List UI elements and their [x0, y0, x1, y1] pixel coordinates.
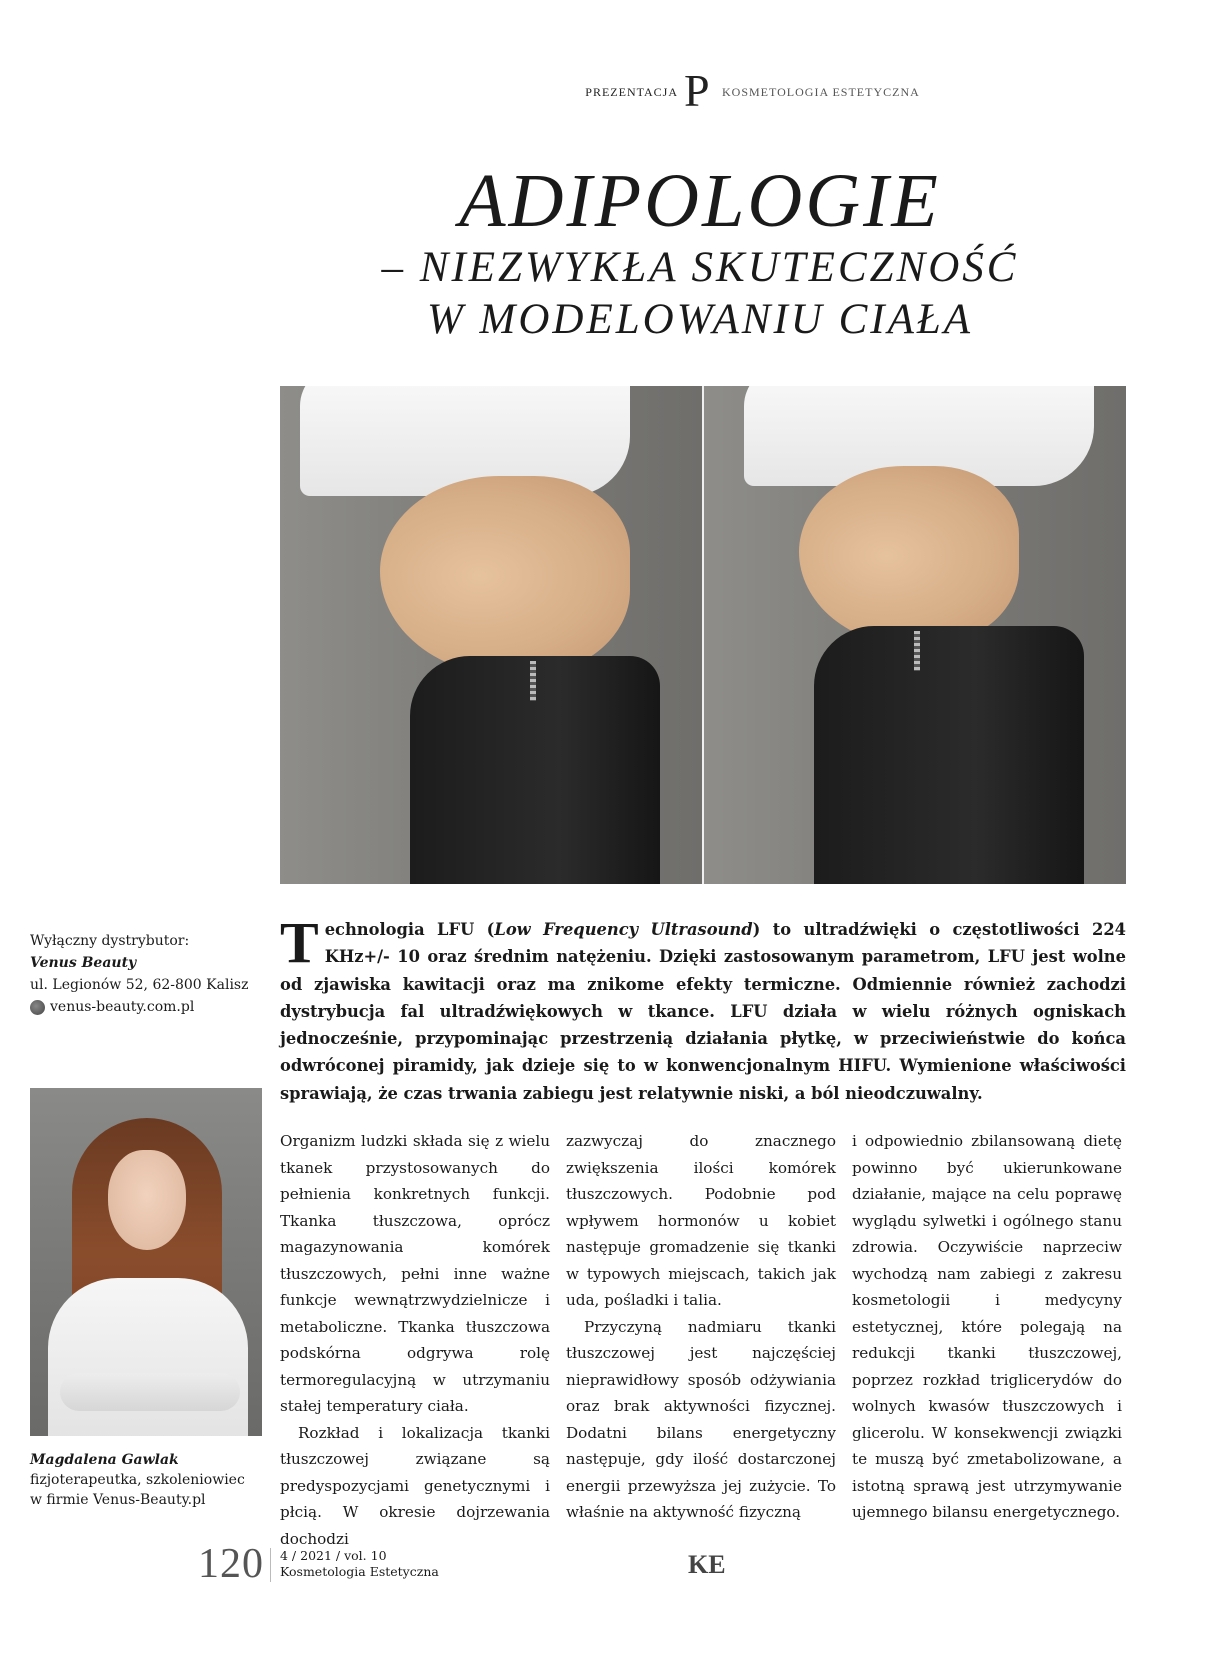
drop-cap: T [280, 910, 319, 975]
abdomen [380, 476, 630, 676]
zipper [914, 631, 920, 671]
article-title [280, 160, 1120, 346]
body-paragraph: Przyczyną nadmiaru tkanki tłuszczowej jest najczęściej nieprawidłowy sposób odżywiania oraz brak aktywności fizycznej. Dodatni bilans energetyczny następuje, gdy ilość dostarczonej energii przewyższa jej zużycie. To właśnie na aktywność fizyczną [566, 1317, 836, 1521]
body-paragraph: zazwyczaj do znacznego zwiększenia ilości komórek tłuszczowych. Podobnie pod wpływem hormonów u kobiet następuje gromadzenie się tkanki w typowych miejscach, takich jak uda, pośladki i talia. [566, 1132, 836, 1309]
author-role-line-2: w firmie Venus-Beauty.pl [30, 1492, 206, 1508]
distributor-address: ul. Legionów 52, 62-800 Kalisz [30, 977, 249, 993]
distributor-website[interactable]: venus-beauty.com.pl [50, 999, 195, 1015]
issue-number: 4 / 2021 / vol. 10 [280, 1548, 387, 1563]
body-column-3 [852, 1128, 1122, 1526]
author-caption [30, 1450, 270, 1510]
portrait-arms [60, 1373, 240, 1411]
pants [814, 626, 1084, 884]
section-letter: P [684, 65, 710, 116]
title-line-2: – NIEZWYKŁA SKUTECZNOŚĆ [381, 244, 1019, 291]
before-photo [280, 386, 702, 884]
body-column-2 [566, 1128, 836, 1526]
globe-icon [30, 1000, 45, 1015]
author-portrait [30, 1088, 262, 1436]
category-label: KOSMETOLOGIA ESTETYCZNA [722, 85, 920, 99]
distributor-info [30, 930, 270, 1018]
lead-text-1: echnologia LFU ( [324, 920, 495, 939]
magazine-logo-icon: KE [688, 1550, 726, 1579]
author-name: Magdalena Gawlak [30, 1452, 179, 1468]
before-after-photo [280, 386, 1126, 884]
issue-info [280, 1548, 439, 1580]
distributor-brand: Venus Beauty [30, 955, 137, 971]
body-column-1 [280, 1128, 550, 1552]
body-paragraph: Organizm ludzki składa się z wielu tkanek przystosowanych do pełnienia konkretnych funkcji. Tkanka tłuszczowa, oprócz magazynowania komórek tłuszczowych, pełni inne ważne funkcje wewnątrzwydzielnicze i metaboliczne. Tkanka tłuszczowa podskórna odgrywa rolę termoregulacyjną w utrzymaniu stałej temperatury ciała. [280, 1132, 550, 1415]
portrait-shirt [48, 1278, 248, 1436]
page-number: 120 [198, 1541, 264, 1587]
section-label: PREZENTACJA [585, 85, 678, 99]
lead-term: Low Frequency Ultrasound [494, 920, 753, 939]
distributor-website-row[interactable] [30, 996, 270, 1018]
zipper [530, 661, 536, 701]
author-role-line-1: fizjoterapeutka, szkoleniowiec [30, 1472, 245, 1488]
magazine-name: Kosmetologia Estetyczna [280, 1564, 439, 1579]
title-line-1: ADIPOLOGIE [459, 159, 941, 243]
body-paragraph: i odpowiednio zbilansowaną dietę powinno być ukierunkowane działanie, mające na celu poprawę wyglądu sylwetki i ogólnego stanu zdrowia. Oczywiście naprzeciw wychodzą nam zabiegi z zakresu kosmetologii i medycyny estetycznej, które polegają na redukcji tkanki tłuszczowej, poprzez rozkład triglicerydów do wolnych kwasów tłuszczowych i glicerolu. W konsekwencji związki te muszą być zmetabolizowane, a istotną sprawą jest utrzymywanie ujemnego bilansu energetycznego. [852, 1132, 1122, 1521]
abdomen [799, 466, 1019, 646]
portrait-face [108, 1150, 186, 1250]
lead-text-2: ) to ultradźwięki o częstotliwości 224 KHz+/- 10 oraz średnim natężeniu. Dzięki zastosowanym parametrom, LFU jest wolne od zjawiska kawitacji oraz ma znikome efekty termiczne. Odmiennie również zachodzi dystrybucja fal ultradźwiękowych w tkance. LFU działa w wielu różnych ogniskach jednocześnie, przypominając przestrzenią działania płytkę, w przeciwieństwie do końca odwróconej piramidy, jak dzieje się to w konwencjonalnym HIFU. Wymienione właściwości sprawiają, że czas trwania zabiegu jest relatywnie niski, a ból nieodczuwalny. [280, 920, 1126, 1103]
body-paragraph: Rozkład i lokalizacja tkanki tłuszczowej związane są predyspozycjami genetycznymi i płcią. W okresie dojrzewania dochodzi [280, 1423, 550, 1548]
footer-divider [270, 1548, 271, 1582]
page-header [0, 65, 1211, 118]
lead-paragraph [280, 910, 1126, 1107]
after-photo [704, 386, 1126, 884]
distributor-label: Wyłączny dystrybutor: [30, 933, 190, 949]
title-line-3: W MODELOWANIU CIAŁA [426, 296, 974, 343]
